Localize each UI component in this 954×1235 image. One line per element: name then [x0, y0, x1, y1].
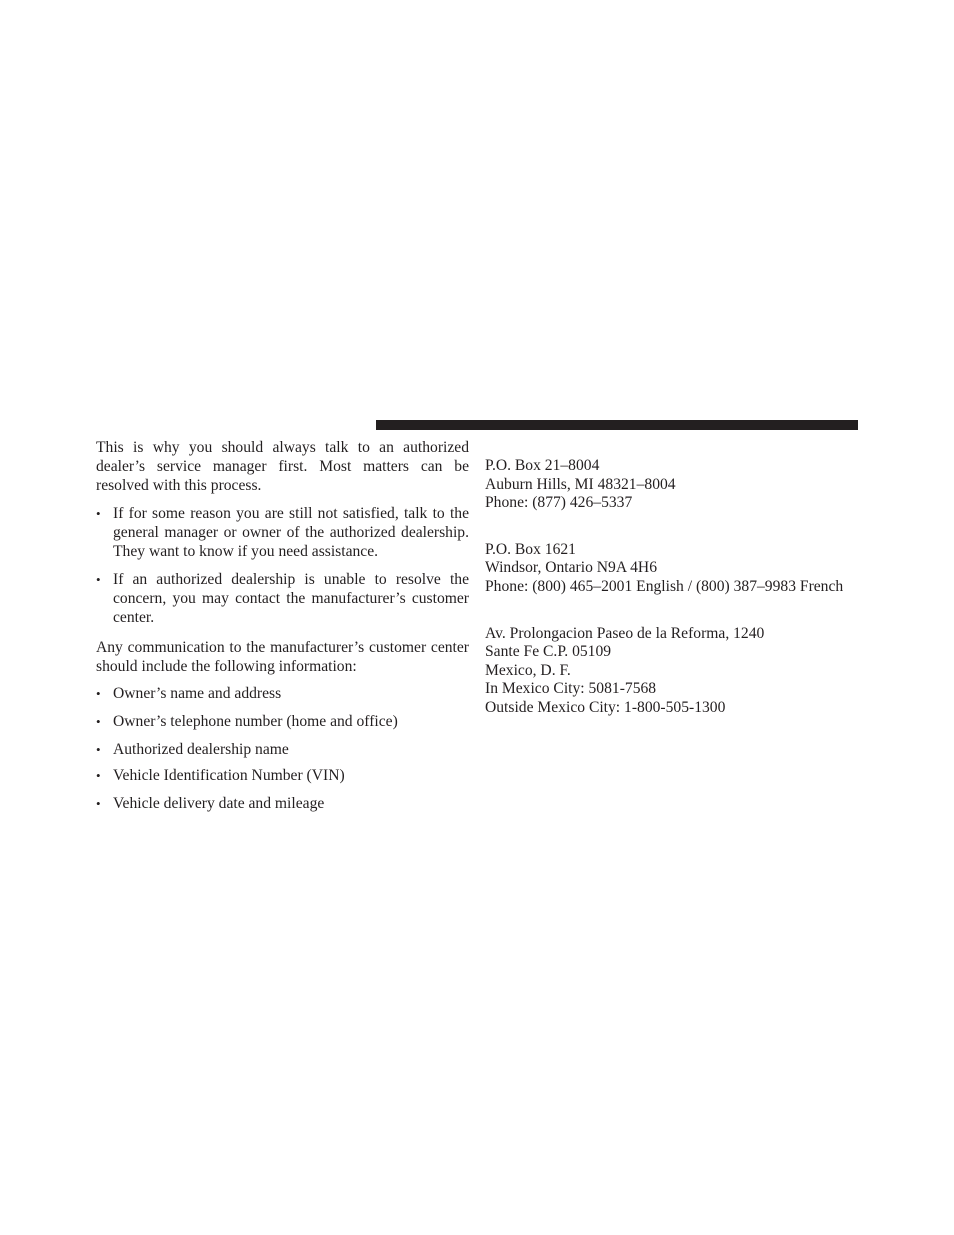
phone-line: Phone: (800) 465–2001 English / (800) 387–9983 French — [485, 577, 844, 595]
bullet-icon: • — [96, 686, 101, 701]
address-line: Sante Fe C.P. 05109 — [485, 643, 612, 661]
address-line: P.O. Box 21–8004 — [485, 457, 600, 474]
address-block-us — [485, 457, 857, 513]
address-line: Auburn Hills, MI 48321–8004 — [485, 475, 676, 493]
communication-paragraph: Any communication to the manufacturer’s customer center should include the following information: — [96, 639, 469, 675]
list-item-text: Owner’s name and address — [113, 685, 282, 702]
address-block-canada — [485, 541, 857, 597]
list-item — [96, 504, 469, 561]
bullet-icon: • — [96, 796, 101, 811]
required-info-list — [96, 684, 469, 813]
list-item-text: Vehicle delivery date and mileage — [113, 795, 325, 812]
bullet-icon: • — [96, 768, 101, 783]
bullet-icon: • — [96, 572, 101, 587]
list-item-text: Authorized dealership name — [113, 741, 289, 758]
right-column — [485, 457, 857, 718]
address-block-mexico — [485, 625, 857, 718]
list-item — [96, 766, 469, 785]
list-item-text: Vehicle Identification Number (VIN) — [113, 767, 345, 784]
phone-line: In Mexico City: 5081-7568 — [485, 680, 657, 698]
bullet-icon: • — [96, 742, 101, 757]
intro-paragraph: This is why you should always talk to an authorized dealer’s service manager first. Most matters can be resolved with this process. — [96, 439, 469, 494]
address-line: Av. Prolongacion Paseo de la Reforma, 1240 — [485, 624, 765, 642]
list-item-text: If for some reason you are still not satisfied, talk to the general manager or owner of the authorized dealership. They want to know if you need assistance. — [113, 505, 469, 560]
bullet-icon: • — [96, 714, 101, 729]
left-column — [96, 438, 469, 822]
escalation-list — [96, 504, 469, 627]
list-item — [96, 684, 469, 703]
bullet-icon: • — [96, 506, 101, 521]
list-item — [96, 570, 469, 627]
phone-line: Phone: (877) 426–5337 — [485, 494, 633, 512]
list-item-text: Owner’s telephone number (home and office) — [113, 713, 398, 730]
address-line: P.O. Box 1621 — [485, 540, 576, 558]
list-item-text: If an authorized dealership is unable to resolve the concern, you may contact the manufacturer’s customer center. — [113, 571, 469, 626]
address-line: Windsor, Ontario N9A 4H6 — [485, 559, 657, 577]
address-line: Mexico, D. F. — [485, 661, 571, 679]
phone-line: Outside Mexico City: 1-800-505-1300 — [485, 698, 726, 716]
list-item — [96, 740, 469, 759]
list-item — [96, 712, 469, 731]
list-item — [96, 794, 469, 813]
section-header-bar — [376, 420, 858, 430]
